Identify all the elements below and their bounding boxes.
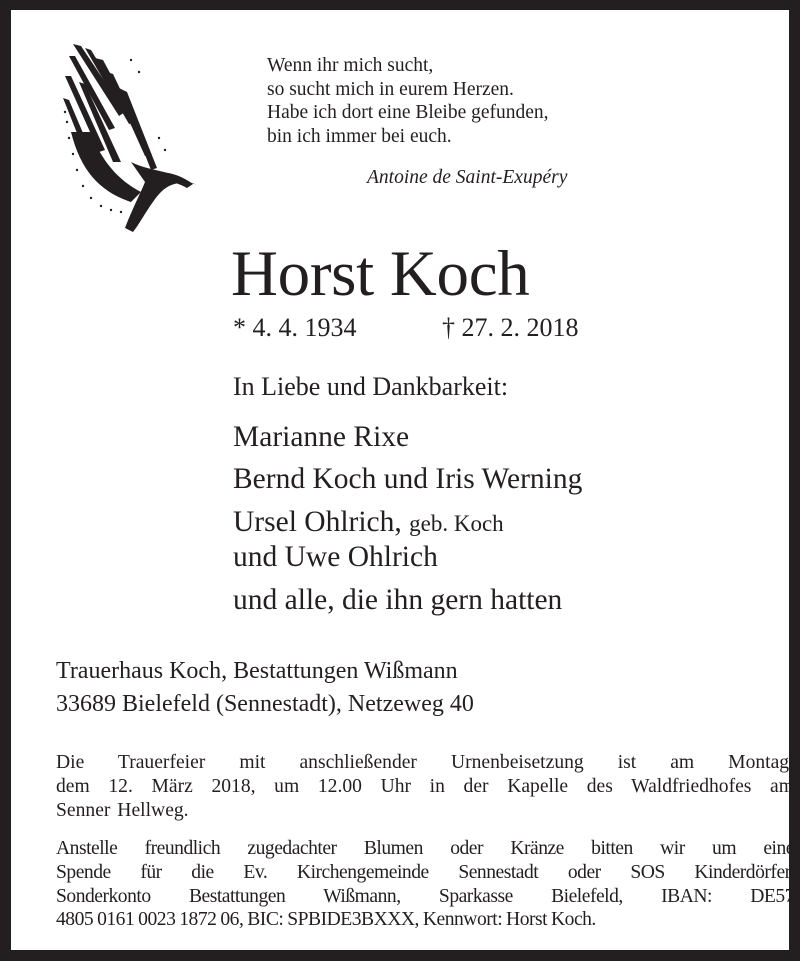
birth-date: * 4. 4. 1934 [233,313,357,342]
address-line: Trauerhaus Koch, Bestattungen Wißmann [56,658,458,684]
funeral-notice [56,751,794,822]
mourning-house-address [56,655,474,721]
mourner-name: Ursel Ohlrich, [233,506,402,538]
mourner-name: und alle, die ihn gern hatten [233,584,563,616]
mourner-maiden-name: geb. Koch [409,511,504,536]
notice-line: Spende für die Ev. Kirchengemeinde Sennestadt oder SOS Kinderdörfer. [56,861,794,883]
poem-line: Wenn ihr mich sucht, [267,55,434,76]
death-date: † 27. 2. 2018 [442,313,579,342]
poem-line: Habe ich dort eine Bleibe gefunden, [267,102,549,124]
poem-line: so sucht mich in eurem Herzen. [267,78,514,100]
praying-hands-icon [61,42,206,234]
mourner-name: Marianne Rixe [233,421,410,453]
notice-line: 4805 0161 0023 1872 06, BIC: SPBIDE3BXXX, Kennwort: Horst Koch. [56,909,596,931]
deceased-name: Horst Koch [231,238,530,310]
notice-line: Die Trauerfeier mit anschließender Urnenbeisetzung ist am Montag, [56,752,794,773]
notice-line: Anstelle freundlich zugedachter Blumen oder Kränze bitten wir um eine [56,838,794,859]
notice-line: Senner Hellweg. [56,799,189,821]
mourner-name: und Uwe Ohlrich [233,541,438,573]
poem-line: bin ich immer bei euch. [267,125,452,147]
mourner-name: Bernd Koch und Iris Werning [233,463,583,495]
donation-notice [56,837,794,932]
poem-author: Antoine de Saint-Exupéry [367,167,568,188]
poem-verse [267,54,549,148]
mourner-name-with-suffix [233,506,504,539]
notice-line: dem 12. März 2018, um 12.00 Uhr in der Kapelle des Waldfriedhofes am [56,775,794,797]
notice-line: Sonderkonto Bestattungen Wißmann, Sparkasse Bielefeld, IBAN: DE57 [56,885,794,907]
address-line: 33689 Bielefeld (Sennestadt), Netzeweg 40 [56,691,474,717]
mourners-heading: In Liebe und Dankbarkeit: [233,372,509,401]
obituary-card [11,10,794,950]
